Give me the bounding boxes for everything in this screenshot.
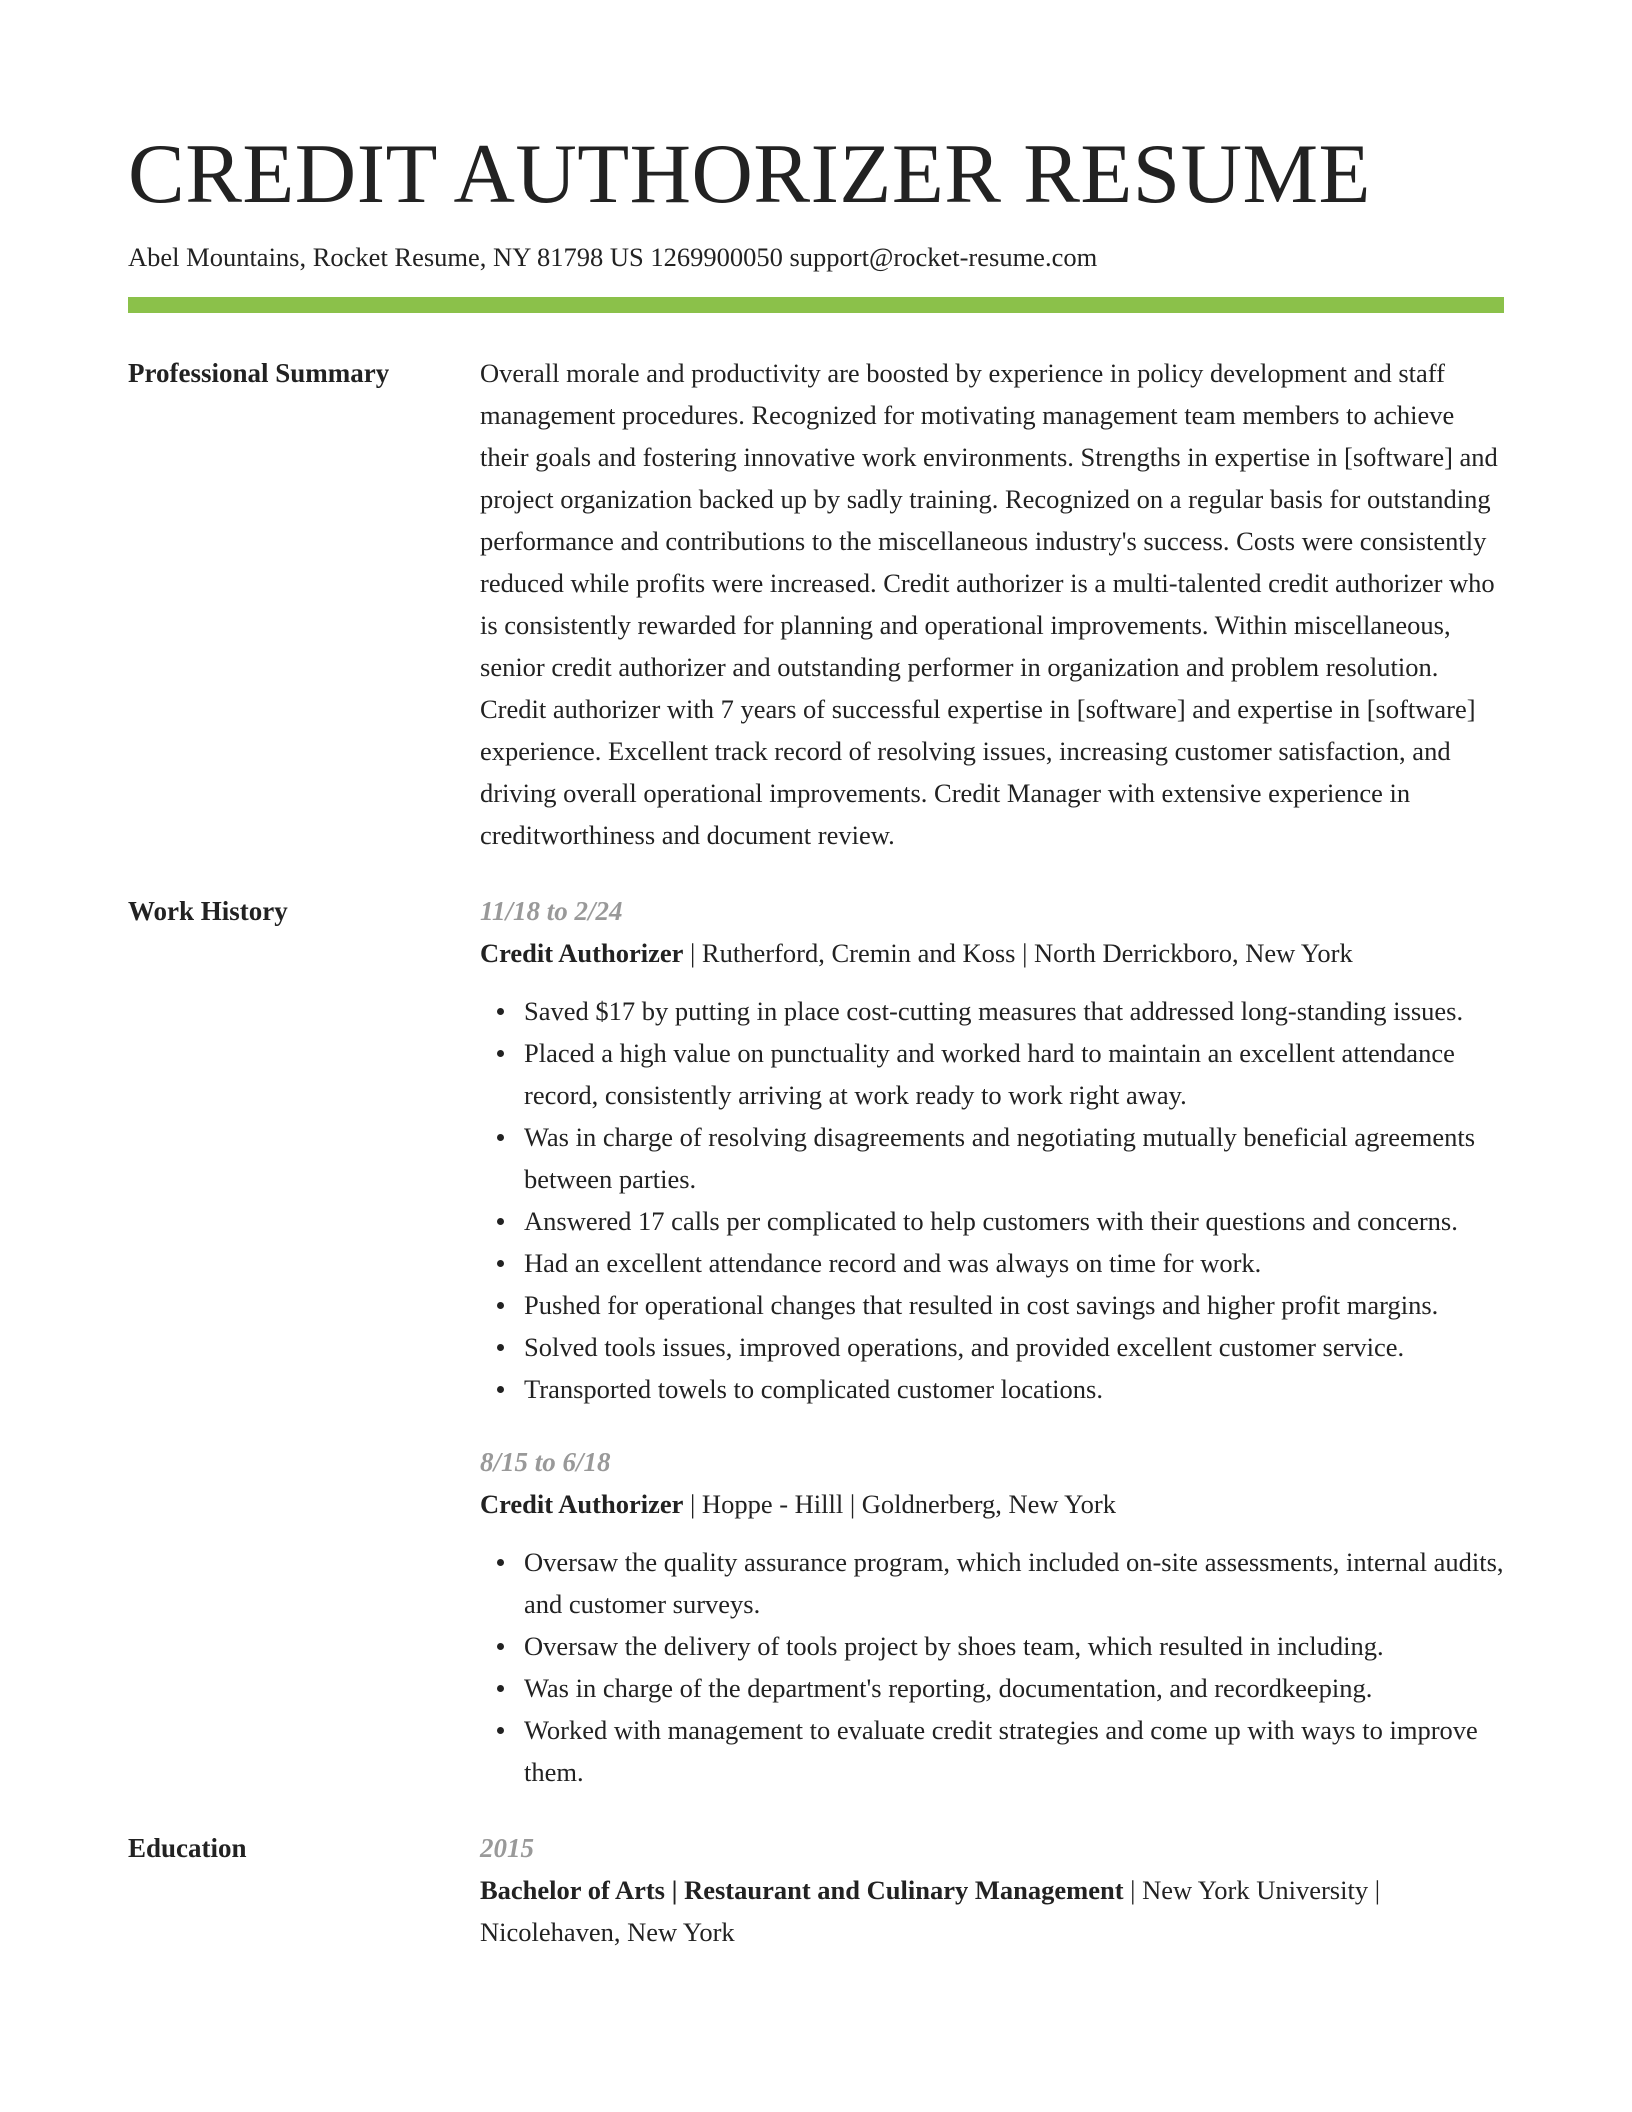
job-bullet (524, 1709, 1504, 1793)
job-bullet (524, 1200, 1504, 1242)
bullet-icon (497, 1727, 504, 1734)
bullet-icon (497, 1559, 504, 1566)
education-heading (480, 1869, 1504, 1953)
job-heading (480, 1483, 1504, 1525)
job-bullet-text: Saved $17 by putting in place cost-cutting measures that addressed long-standing issues. (524, 996, 1464, 1026)
job-bullet (524, 1541, 1504, 1625)
bullet-icon (497, 1386, 504, 1393)
job-bullet (524, 1032, 1504, 1116)
job-bullet-list (480, 990, 1504, 1410)
summary-text: Overall morale and productivity are boosted by experience in policy development and staff management procedures. Recognized for motivating management team members to achieve their goals and fostering innovative work environments. Strengths in expertise in [software] and project organization backed up by sadly training. Recognized on a regular basis for outstanding performance and contributions to the miscellaneous industry's success. Costs were consistently reduced while profits were increased. Credit authorizer is a multi-talented credit authorizer who is consistently rewarded for planning and operational improvements. Within miscellaneous, senior credit authorizer and outstanding performer in organization and problem resolution. Credit authorizer with 7 years of successful expertise in [software] and expertise in [software] experience. Excellent track record of resolving issues, increasing customer satisfaction, and driving overall operational improvements. Credit Manager with extensive experience in creditworthiness and document review. (480, 358, 1498, 850)
bullet-icon (497, 1685, 504, 1692)
job-bullet (524, 1368, 1504, 1410)
job-dates: 11/18 to 2/24 (480, 896, 623, 926)
job-entry (480, 1441, 1504, 1793)
job-bullet-text: Transported towels to complicated customer locations. (524, 1374, 1103, 1404)
job-bullet (524, 1242, 1504, 1284)
bullet-icon (497, 1643, 504, 1650)
accent-divider (128, 297, 1504, 313)
school-location: | New York University | Nicolehaven, New York (480, 1875, 1381, 1947)
job-bullet-text: Answered 17 calls per complicated to help customers with their questions and concerns. (524, 1206, 1458, 1236)
job-bullet (524, 990, 1504, 1032)
job-title: Credit Authorizer (480, 1489, 684, 1519)
job-bullet (524, 1284, 1504, 1326)
job-bullet-text: Had an excellent attendance record and was always on time for work. (524, 1248, 1262, 1278)
work-history-label: Work History (128, 896, 288, 926)
job-bullet (524, 1116, 1504, 1200)
work-history-body (480, 890, 1504, 1793)
bullet-icon (497, 1008, 504, 1015)
contact-line: Abel Mountains, Rocket Resume, NY 81798 US 1269900050 support@rocket-resume.com (128, 242, 1098, 272)
job-bullet-text: Was in charge of the department's reporting, documentation, and recordkeeping. (524, 1673, 1373, 1703)
job-bullet-text: Was in charge of resolving disagreements and negotiating mutually beneficial agreements between parties. (524, 1122, 1476, 1194)
bullet-icon (497, 1260, 504, 1267)
bullet-icon (497, 1218, 504, 1225)
job-entry (480, 890, 1504, 1410)
summary-label: Professional Summary (128, 358, 390, 388)
bullet-icon (497, 1344, 504, 1351)
bullet-icon (497, 1134, 504, 1141)
job-bullet (524, 1326, 1504, 1368)
summary-body (480, 352, 1504, 856)
education-section (128, 1827, 1504, 1953)
job-dates: 8/15 to 6/18 (480, 1447, 611, 1477)
summary-section (128, 352, 1504, 856)
job-title: Credit Authorizer (480, 938, 684, 968)
job-bullet-text: Oversaw the quality assurance program, which included on-site assessments, internal audits, and customer surveys. (524, 1547, 1504, 1619)
job-bullet-text: Solved tools issues, improved operations, and provided excellent customer service. (524, 1332, 1405, 1362)
work-history-section (128, 890, 1504, 1793)
education-year: 2015 (480, 1833, 534, 1863)
job-bullet (524, 1667, 1504, 1709)
job-employer-location: | Hoppe - Hilll | Goldnerberg, New York (683, 1489, 1116, 1519)
job-bullet (524, 1625, 1504, 1667)
job-bullet-text: Oversaw the delivery of tools project by shoes team, which resulted in including. (524, 1631, 1384, 1661)
education-body (480, 1827, 1504, 1953)
bullet-icon (497, 1302, 504, 1309)
bullet-icon (497, 1050, 504, 1057)
job-bullet-text: Worked with management to evaluate credit strategies and come up with ways to improve them. (524, 1715, 1478, 1787)
education-label: Education (128, 1833, 247, 1863)
job-employer-location: | Rutherford, Cremin and Koss | North Derrickboro, New York (683, 938, 1353, 968)
resume-title: CREDIT AUTHORIZER RESUME (128, 127, 1371, 221)
job-bullet-list (480, 1541, 1504, 1793)
job-heading (480, 932, 1504, 974)
degree-name: Bachelor of Arts | Restaurant and Culinary Management (480, 1875, 1124, 1905)
job-bullet-text: Placed a high value on punctuality and worked hard to maintain an excellent attendance record, consistently arriving at work ready to work right away. (524, 1038, 1455, 1110)
job-bullet-text: Pushed for operational changes that resulted in cost savings and higher profit margins. (524, 1290, 1439, 1320)
